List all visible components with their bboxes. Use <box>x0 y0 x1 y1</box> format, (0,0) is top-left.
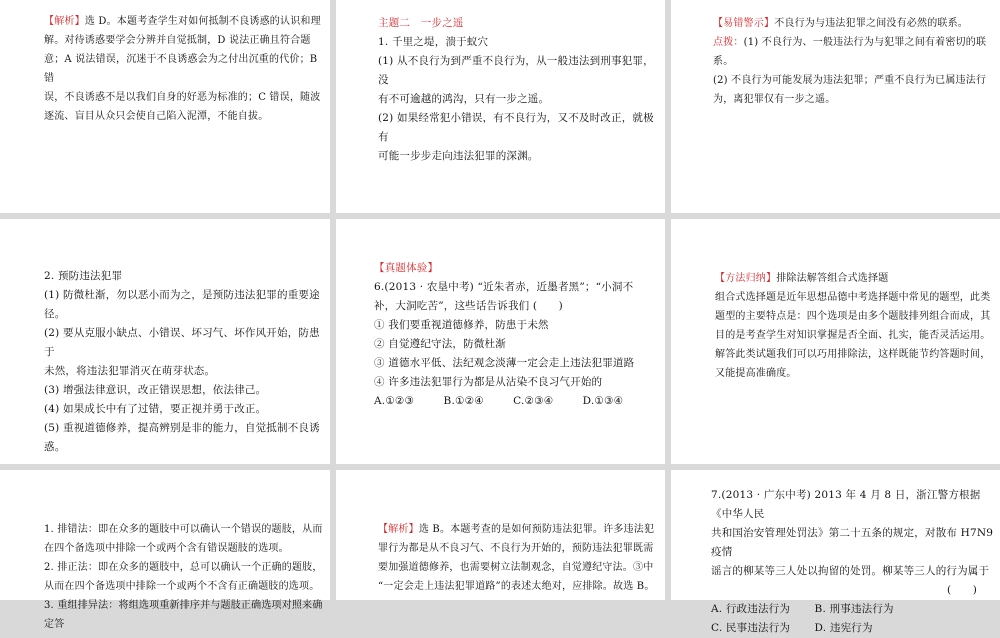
method-line: 目的是考查学生对知识掌握是否全面、扎实，能否灵活运用。 <box>715 330 991 341</box>
warning-tag: 【易错警示】 <box>713 18 775 29</box>
warning-line: 不良行为与违法犯罪之间没有必然的联系。 <box>774 18 969 29</box>
analysis2-text <box>378 520 664 596</box>
warning-text <box>713 14 995 109</box>
prevent-line: (1) 防微杜渐，勿以恶小而为之，是预防违法犯罪的重要途径。 <box>44 289 320 320</box>
prevent-line: (2) 要从克服小缺点、小错误、坏习气、坏作风开始，防患于 <box>44 327 320 358</box>
analysis-line: 逐流、盲目从众只会使自己陷入泥潭，不能自拔。 <box>44 111 269 122</box>
method-text <box>715 269 997 383</box>
prevent-heading: 2. 预防违法犯罪 <box>44 270 123 282</box>
slide-analysis-1 <box>0 0 330 213</box>
q7-line: 共和国治安管理处罚法》第二十五条的规定，对散布 H7N9 疫情 <box>711 527 994 558</box>
q7-option-c[interactable]: C. 民事违法行为 <box>711 622 791 634</box>
q7-option-d[interactable]: D. 违宪行为 <box>814 622 873 634</box>
slide-theme-two <box>336 0 665 213</box>
option-d[interactable]: D.①③④ <box>582 395 624 407</box>
method-line: 组合式选择题是近年思想品德中考选择题中常见的题型，此类 <box>715 292 991 303</box>
question-item: ② 自觉遵纪守法，防微杜渐 <box>374 338 506 350</box>
prevent-line: (5) 重视道德修养，提高辨别是非的能力，自觉抵制不良诱惑。 <box>44 422 320 453</box>
theme-line: 可能一步步走向违法犯罪的深渊。 <box>378 150 539 162</box>
q7-options-row1 <box>711 600 997 619</box>
slide-question-7 <box>671 470 1000 634</box>
analysis2-line: 选 B。本题考查的是如何预防违法犯罪。许多违法犯 <box>418 524 655 535</box>
method-tag: 【方法归纳】 <box>715 273 777 284</box>
analysis-line: 解。对待诱惑要学会分辨并自觉抵制，D 说法正确且符合题 <box>44 35 311 46</box>
analysis-tag: 【解析】 <box>44 16 85 27</box>
exclusion-line: 2. 排正法：即在众多的题肢中，总可以确认一个正确的题肢， <box>44 562 323 573</box>
analysis-line: 意；A 说法错误，沉迷于不良诱惑会为之付出沉重的代价；B 错 <box>44 54 318 84</box>
q7-line: 谣言的柳某等三人处以拘留的处罚。柳某等三人的行为属于 <box>711 565 990 577</box>
prevent-line: 未然，将违法犯罪消灭在萌芽状态。 <box>44 365 216 377</box>
slide-method-summary <box>671 219 1000 464</box>
theme-line: (2) 如果经常犯小错误，有不良行为，又不及时改正，就极有 <box>378 112 654 143</box>
exclusion-line: 在四个备选项中排除一个或两个含有错误题肢的选项。 <box>44 543 289 554</box>
analysis-text-1 <box>44 12 322 126</box>
option-b[interactable]: B.①②④ <box>443 395 484 407</box>
theme-line: 有不可逾越的鸿沟，只有一步之遥。 <box>378 93 550 105</box>
question-line: 补，大洞吃苦”，这些话告诉我们 ( ) <box>374 300 563 312</box>
theme-title: 主题二 一步之遥 <box>378 17 464 29</box>
prevent-line: (3) 增强法律意识，改正错误思想，依法律己。 <box>44 384 267 396</box>
exclusion-line: 1. 排错法：即在众多的题肢中可以确认一个错误的题肢，从而 <box>44 524 323 535</box>
question-tag: 【真题体验】 <box>374 262 439 274</box>
analysis2-tag: 【解析】 <box>378 524 419 535</box>
slide-exclusion-methods <box>0 470 330 630</box>
exclusion-text <box>44 520 326 634</box>
question-line: 6.(2013 · 农垦中考) “近朱者赤，近墨者黑”；“小洞不 <box>374 281 634 293</box>
analysis2-line: “一定会走上违法犯罪道路”的表述太绝对，应排除。故选 B。 <box>378 581 655 592</box>
option-a[interactable]: A.①②③ <box>374 395 415 407</box>
slide-real-question <box>336 219 665 464</box>
analysis2-line: 罪行为都是从不良习气、不良行为开始的，预防违法犯罪既需 <box>378 543 654 554</box>
method-line: 又能提高准确度。 <box>715 368 797 379</box>
warning-line: (1) 不良行为、一般违法行为与犯罪之间有着密切的联 <box>743 37 987 48</box>
warning-line: 为，离犯罪仅有一步之遥。 <box>713 94 836 105</box>
question-item: ① 我们要重视道德修养，防患于未然 <box>374 319 549 331</box>
analysis-line: 误，不良诱惑不是以我们自身的好恶为标准的；C 错误，随波 <box>44 92 321 103</box>
warning-line: 系。 <box>713 56 734 67</box>
theme-heading: 1. 千里之堤，溃于蚁穴 <box>378 36 489 48</box>
question-item: ③ 道德水平低、法纪观念淡薄一定会走上违法犯罪道路 <box>374 357 635 369</box>
method-line: 排除法解答组合式选择题 <box>776 273 889 284</box>
method-line: 题型的主要特点是：四个选项是由多个题肢排列组合而成，其 <box>715 311 991 322</box>
q7-line: 7.(2013 · 广东中考) 2013 年 4 月 8 日，浙江警方根据《中华人民 <box>711 489 981 520</box>
q7-option-b[interactable]: B. 刑事违法行为 <box>814 603 894 615</box>
slide-analysis-2 <box>336 470 665 600</box>
q7-answer-paren: ( ) <box>947 584 977 596</box>
answer-options <box>374 392 660 411</box>
question-item: ④ 许多违法犯罪行为都是从沾染不良习气开始的 <box>374 376 603 388</box>
question-text <box>374 259 660 411</box>
prevent-line: (4) 如果成长中有了过错，要正视并勇于改正。 <box>44 403 267 415</box>
q7-options-row2 <box>711 619 997 638</box>
theme-line: (1) 从不良行为到严重不良行为，从一般违法到刑事犯罪，没 <box>378 55 654 86</box>
exclusion-line: 3. 重组排异法：将组选项重新排序并与题肢正确选项对照来确定答 <box>44 600 323 630</box>
exclusion-line: 从而在四个备选项中排除一个或两个不含有正确题肢的选项。 <box>44 581 320 592</box>
slide-error-warning <box>671 0 1000 213</box>
warning-line: (2) 不良行为可能发展为违法犯罪；严重不良行为已属违法行 <box>713 75 987 86</box>
prevent-text <box>44 267 326 457</box>
option-c[interactable]: C.②③④ <box>513 395 554 407</box>
point-label: 点拨： <box>713 37 744 48</box>
method-line: 解答此类试题我们可以巧用排除法，这样既能节约答题时间， <box>715 349 991 360</box>
q7-text <box>711 486 997 638</box>
analysis-line: 选 D。本题考查学生对如何抵制不良诱惑的认识和理 <box>84 16 321 27</box>
theme-text <box>378 14 660 166</box>
slide-prevent-crime <box>0 219 330 464</box>
q7-option-a[interactable]: A. 行政违法行为 <box>711 603 791 615</box>
analysis2-line: 要加强道德修养，也需要树立法制观念，自觉遵纪守法。③中 <box>378 562 654 573</box>
